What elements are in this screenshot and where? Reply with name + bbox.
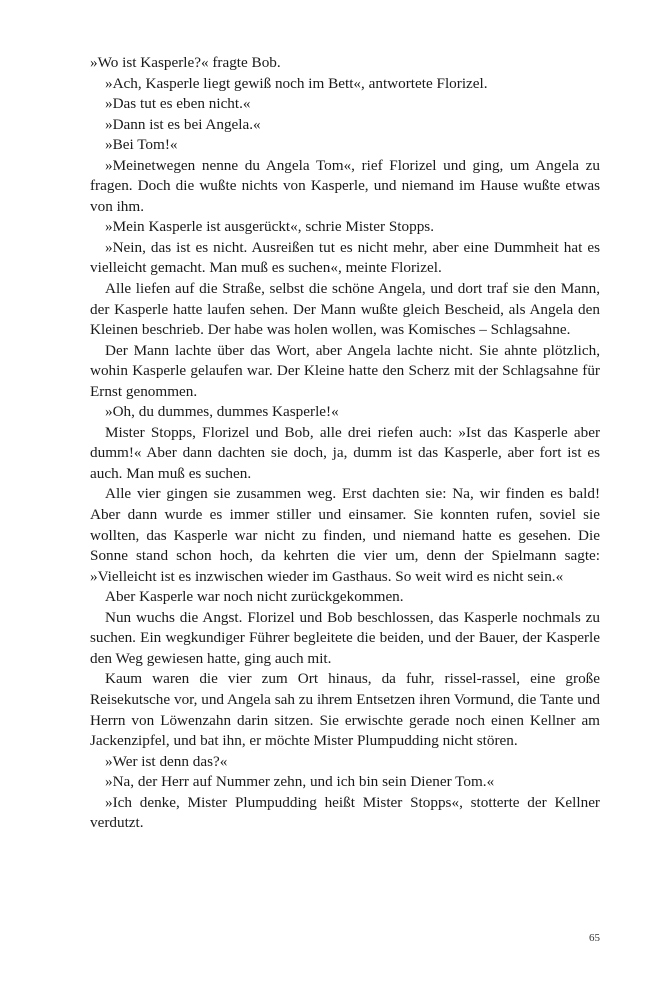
page-number: 65 [589,932,600,944]
paragraph: »Wer ist denn das?« [105,752,228,770]
paragraph: Der Mann lachte über das Wort, aber Angela lachte nicht. Sie ahnte plötzlich, wohin Kasperle gelaufen war. Der Kleine hatte den Scherz mit der Schlagsahne für Ernst genommen. [90,341,600,400]
paragraph: Aber Kasperle war noch nicht zurückgekommen. [105,588,404,606]
paragraph: »Nein, das ist es nicht. Ausreißen tut es nicht mehr, aber eine Dummheit hat es vielleicht gemacht. Man muß es suchen«, meinte Florizel. [90,238,600,277]
paragraph: »Ich denke, Mister Plumpudding heißt Mister Stopps«, stotterte der Kellner verdutzt. [90,793,600,832]
body-text [90,53,600,834]
paragraph: »Na, der Herr auf Nummer zehn, und ich bin sein Diener Tom.« [105,773,495,791]
paragraph: Kaum waren die vier zum Ort hinaus, da fuhr, rissel-rassel, eine große Reisekutsche vor, und Angela sah zu ihrem Entsetzen ihren Vormund, die Tante und Herrn von Löwenzahn darin sitzen. Sie erwischte gerade noch einen Kellner am Jackenzipfel, und bat ihn, er möchte Mister Plumpudding nicht stören. [90,670,600,750]
paragraph: »Bei Tom!« [105,136,178,154]
paragraph: Alle vier gingen sie zusammen weg. Erst dachten sie: Na, wir finden es bald! Aber dann wurde es immer stiller und einsamer. Sie konnten rufen, soviel sie wollten, das Kasperle war nicht zu finden, und niemand hatte es gesehen. Die Sonne stand schon hoch, da kehrten die vier um, denn der Spielmann sagte: »Vielleicht ist es inzwischen wieder im Gasthaus. So weit wird es nicht sein.« [90,485,600,585]
paragraph: »Dann ist es bei Angela.« [105,115,261,133]
paragraph: »Wo ist Kasperle?« fragte Bob. [90,54,281,71]
paragraph: »Das tut es eben nicht.« [105,95,251,113]
paragraph: »Oh, du dummes, dummes Kasperle!« [105,403,339,421]
paragraph: Alle liefen auf die Straße, selbst die schöne Angela, und dort traf sie den Mann, der Kasperle hatte laufen sehen. Der Mann wußte gleich Bescheid, als Angela den Kleinen beschrieb. Der habe was holen wollen, was Komisches – Schlagsahne. [90,280,600,339]
paragraph: Mister Stopps, Florizel und Bob, alle drei riefen auch: »Ist das Kasperle aber dumm!« Aber dann dachten sie doch, ja, dumm ist das Kasperle, aber fort ist es auch. Man muß es suchen. [90,423,600,482]
paragraph: Nun wuchs die Angst. Florizel und Bob beschlossen, das Kasperle nochmals zu suchen. Ein wegkundiger Führer begleitete die beiden, und der Bauer, der Kasperle den Weg gewiesen hatte, ging auch mit. [90,608,600,667]
paragraph: »Meinetwegen nenne du Angela Tom«, rief Florizel und ging, um Angela zu fragen. Doch die wußte nichts von Kasperle, und niemand im Hause wußte etwas von ihm. [90,156,600,215]
paragraph: »Mein Kasperle ist ausgerückt«, schrie Mister Stopps. [105,218,435,236]
paragraph: »Ach, Kasperle liegt gewiß noch im Bett«, antwortete Florizel. [105,74,488,92]
